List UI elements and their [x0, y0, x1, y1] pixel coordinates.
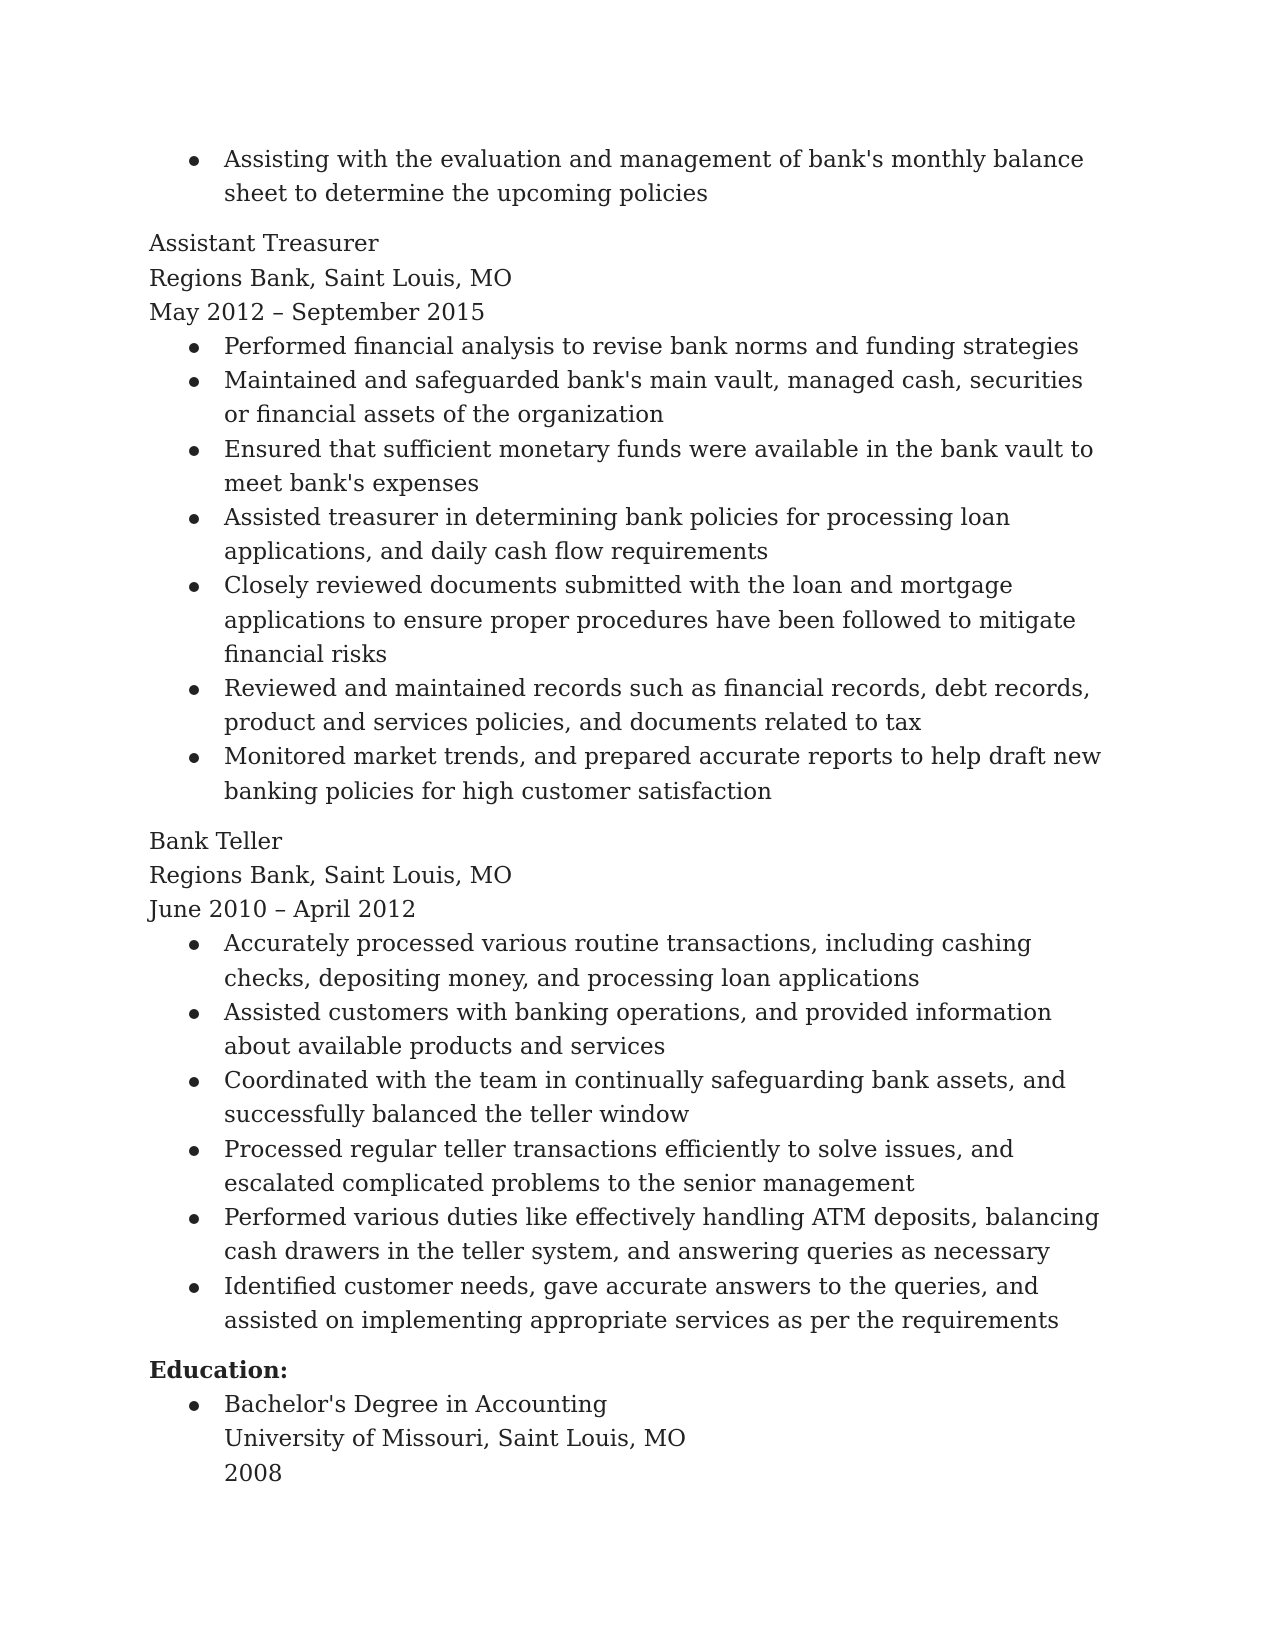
list-item — [149, 1133, 1109, 1201]
education-section — [149, 1354, 1109, 1491]
list-item — [149, 433, 1109, 501]
bullet-icon — [189, 1077, 199, 1087]
bullet-text: Identified customer needs, gave accurate answers to the queries, and assisted on implementing appropriate services as per the requirements — [224, 1273, 1060, 1334]
resume-page — [149, 143, 1109, 1491]
bullet-text: Performed various duties like effectively handling ATM deposits, balancing cash drawers in the teller system, and answering queries as necessary — [224, 1205, 1100, 1266]
list-item — [149, 1201, 1109, 1269]
bullet-text: Performed financial analysis to revise bank norms and funding strategies — [224, 334, 1079, 361]
list-item — [149, 1388, 1109, 1491]
bullet-icon — [189, 940, 199, 950]
job-title: Bank Teller — [149, 828, 283, 855]
bullet-text: Processed regular teller transactions efficiently to solve issues, and escalated complicated problems to the senior management — [224, 1136, 1014, 1197]
list-item — [149, 996, 1109, 1064]
job-bullet-list — [149, 330, 1109, 809]
list-item — [149, 927, 1109, 995]
bullet-text: Coordinated with the team in continually safeguarding bank assets, and successfully balanced the teller window — [224, 1068, 1066, 1129]
education-bullet-list — [149, 1388, 1109, 1491]
bullet-icon — [189, 1146, 199, 1156]
bullet-icon — [189, 1214, 199, 1224]
bullet-text: Assisted treasurer in determining bank policies for processing loan applications, and daily cash flow requirements — [224, 505, 1011, 566]
bullet-text: Maintained and safeguarded bank's main vault, managed cash, securities or financial assets of the organization — [224, 368, 1084, 429]
bullet-text: Assisting with the evaluation and management of bank's monthly balance sheet to determine the upcoming policies — [224, 147, 1084, 208]
job-entry-assistant-treasurer — [149, 227, 1109, 808]
bullet-icon — [189, 446, 199, 456]
list-item — [149, 672, 1109, 740]
job-dates: June 2010 – April 2012 — [149, 897, 417, 924]
bullet-text: Ensured that sufficient monetary funds were available in the bank vault to meet bank's expenses — [224, 436, 1094, 497]
degree: Bachelor's Degree in Accounting — [224, 1392, 608, 1419]
bullet-text: Closely reviewed documents submitted with the loan and mortgage applications to ensure proper procedures have been followed to mitigate financial risks — [224, 573, 1076, 668]
bullet-text: Reviewed and maintained records such as financial records, debt records, product and services policies, and documents related to tax — [224, 676, 1091, 737]
graduation-year: 2008 — [224, 1460, 283, 1487]
list-item — [149, 569, 1109, 672]
list-item — [149, 364, 1109, 432]
bullet-icon — [189, 685, 199, 695]
bullet-icon — [189, 156, 199, 166]
bullet-icon — [189, 1401, 199, 1411]
list-item — [149, 740, 1109, 808]
bullet-icon — [189, 343, 199, 353]
job-bullet-list — [149, 927, 1109, 1337]
bullet-icon — [189, 753, 199, 763]
job-dates: May 2012 – September 2015 — [149, 299, 486, 326]
job-company: Regions Bank, Saint Louis, MO — [149, 863, 513, 890]
bullet-text: Monitored market trends, and prepared accurate reports to help draft new banking policies for high customer satisfaction — [224, 744, 1102, 805]
bullet-icon — [189, 377, 199, 387]
bullet-icon — [189, 514, 199, 524]
bullet-text: Accurately processed various routine transactions, including cashing checks, depositing money, and processing loan applications — [224, 931, 1032, 992]
job-company: Regions Bank, Saint Louis, MO — [149, 265, 513, 292]
list-item — [149, 330, 1109, 364]
job-entry-bank-teller — [149, 825, 1109, 1338]
list-item — [149, 1270, 1109, 1338]
bullet-icon — [189, 582, 199, 592]
school: University of Missouri, Saint Louis, MO — [224, 1426, 686, 1453]
list-item — [149, 143, 1109, 211]
continued-bullet-list — [149, 143, 1109, 211]
bullet-text: Assisted customers with banking operations, and provided information about available products and services — [224, 999, 1052, 1061]
bullet-icon — [189, 1009, 199, 1019]
job-title: Assistant Treasurer — [149, 231, 379, 258]
list-item — [149, 501, 1109, 569]
bullet-icon — [189, 1283, 199, 1293]
list-item — [149, 1064, 1109, 1132]
section-heading: Education: — [149, 1356, 289, 1384]
